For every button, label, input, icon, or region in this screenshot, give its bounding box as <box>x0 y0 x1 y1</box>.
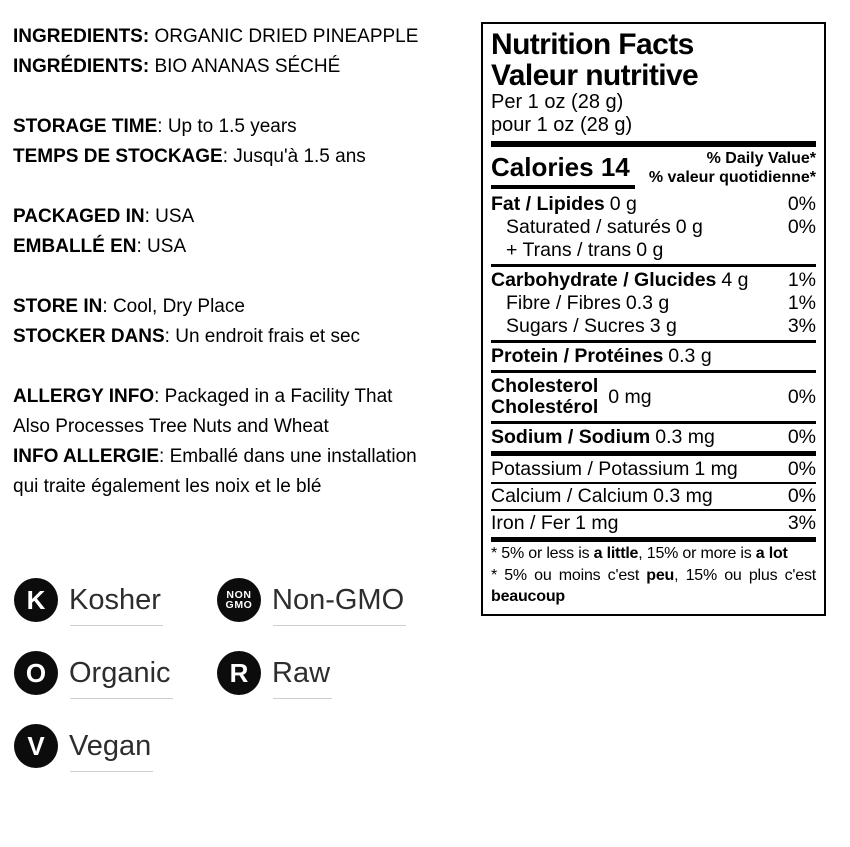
calories-row <box>491 149 816 189</box>
nutrient-name: Potassium / Potassium <box>491 458 690 480</box>
nutrient-row-trans <box>491 239 816 262</box>
info-line-ingredients-fr <box>13 52 418 82</box>
info-label: STORE IN <box>13 296 103 317</box>
nutrient-amount: 1 mg <box>694 458 738 480</box>
info-label: STOCKER DANS <box>13 326 165 347</box>
info-label: INFO ALLERGIE <box>13 446 160 467</box>
info-label: STORAGE TIME <box>13 116 158 137</box>
nutrient-pct: 1% <box>787 292 816 314</box>
nutrient-row-saturated <box>491 216 816 239</box>
daily-value-header <box>649 149 816 189</box>
footnote-text: * 5% ou moins c'est <box>491 566 647 584</box>
footnote-bold: a lot <box>755 545 788 562</box>
info-line-ingredients-en <box>13 22 418 52</box>
nutrient-row-fat <box>491 193 816 216</box>
nutrient-name <box>491 376 598 418</box>
info-text: : USA <box>136 236 187 257</box>
nutrient-row-carbohydrate <box>491 269 816 292</box>
info-line-allergy-en-1 <box>13 382 418 412</box>
info-text: : Un endroit frais et sec <box>164 326 361 347</box>
nutrient-name: Carbohydrate / Glucides <box>491 269 717 291</box>
info-label: INGREDIENTS: <box>13 26 150 47</box>
nutrient-pct: 0% <box>787 458 816 480</box>
info-text: : Up to 1.5 years <box>157 116 297 137</box>
non-gmo-icon-line1: NON <box>226 588 252 601</box>
footnote-text: , 15% or more is <box>638 545 756 562</box>
nutrient-name-en: Cholesterol <box>491 375 599 397</box>
nutrient-amount: 0.3 g <box>668 345 712 367</box>
footnote-bold: a little <box>593 545 639 562</box>
info-line-store-en <box>13 292 418 322</box>
panel-title-en: Nutrition Facts <box>491 28 694 61</box>
nutrition-facts-panel <box>481 22 826 616</box>
calories-value: Calories 14 <box>491 153 635 189</box>
nutrient-pct: 0% <box>787 193 816 215</box>
nutrient-pct: 0% <box>787 385 816 408</box>
info-text: : Cool, Dry Place <box>102 296 245 317</box>
footnote-fr <box>491 566 816 586</box>
nutrient-row-potassium <box>491 458 816 481</box>
nutrient-pct: 3% <box>787 512 816 534</box>
nutrient-amount: 0.3 mg <box>655 426 715 448</box>
divider <box>491 340 816 343</box>
divider-thick <box>491 537 816 542</box>
nutrient-row-calcium <box>491 485 816 508</box>
nutrient-name: Calcium / Calcium <box>491 485 649 507</box>
footnote-bold: peu <box>646 566 675 584</box>
footnote-en <box>491 544 816 564</box>
info-line-allergy-en-2 <box>13 412 418 442</box>
badge-kosher <box>14 578 217 622</box>
info-label: INGRÉDIENTS: <box>13 56 150 77</box>
badge-organic <box>14 651 217 695</box>
nutrient-amount: 1 mg <box>575 512 619 534</box>
daily-value-en: % Daily Value* <box>706 150 816 167</box>
info-text: qui traite également les noix et le blé <box>13 476 322 497</box>
badge-label: Kosher <box>69 584 161 616</box>
nutrient-row-sugars <box>491 315 816 338</box>
panel-title-fr: Valeur nutritive <box>491 59 699 92</box>
divider <box>491 370 816 373</box>
info-line-packaged-fr <box>13 232 418 262</box>
nutrient-name: + Trans / trans <box>506 239 632 261</box>
badge-label: Raw <box>272 657 331 689</box>
divider-thick <box>491 141 816 147</box>
badge-non-gmo <box>217 578 404 622</box>
info-line-packaged-en <box>13 202 418 232</box>
badge-label: Vegan <box>69 730 152 762</box>
info-label: PACKAGED IN <box>13 206 145 227</box>
serving-size-fr: pour 1 oz (28 g) <box>491 114 633 136</box>
nutrient-amount: 0 g <box>675 216 703 238</box>
info-line-storage-fr <box>13 142 418 172</box>
nutrient-amount: 0.3 mg <box>653 485 713 507</box>
badge-label: Organic <box>69 657 171 689</box>
info-label: ALLERGY INFO <box>13 386 155 407</box>
product-info-block <box>13 22 418 502</box>
info-line-allergy-fr-1 <box>13 442 418 472</box>
nutrient-row-iron <box>491 512 816 535</box>
divider <box>491 264 816 267</box>
info-text: ORGANIC DRIED PINEAPPLE <box>149 26 419 47</box>
info-text: : Packaged in a Facility That <box>154 386 393 407</box>
nutrient-name: Sugars / Sucres <box>506 315 645 337</box>
non-gmo-icon <box>217 578 261 622</box>
badge-raw <box>217 651 404 695</box>
info-label: EMBALLÉ EN <box>13 236 137 257</box>
footnote-text: , 15% ou plus c'est <box>674 566 816 584</box>
nutrient-row-protein <box>491 345 816 368</box>
info-text: Also Processes Tree Nuts and Wheat <box>13 416 329 437</box>
nutrient-amount: 4 g <box>721 269 749 291</box>
info-text: : Emballé dans une installation <box>159 446 417 467</box>
badge-vegan <box>14 724 217 768</box>
divider <box>491 421 816 424</box>
badge-label: Non-GMO <box>272 584 405 616</box>
footnote-fr-last: beaucoup <box>491 588 565 605</box>
info-line-allergy-fr-2 <box>13 472 418 502</box>
nutrient-row-cholesterol <box>491 375 816 419</box>
nutrient-pct: 3% <box>787 315 816 337</box>
nutrient-amount: 3 g <box>649 315 677 337</box>
info-text: : USA <box>144 206 195 227</box>
organic-icon: O <box>14 651 58 695</box>
nutrient-pct: 0% <box>787 216 816 238</box>
daily-value-fr: % valeur quotidienne* <box>648 169 816 186</box>
nutrient-amount: 0 mg <box>608 385 652 408</box>
nutrient-pct: 0% <box>787 426 816 448</box>
nutrient-name: Saturated / saturés <box>506 216 671 238</box>
kosher-icon: K <box>14 578 58 622</box>
info-text: : Jusqu'à 1.5 ans <box>222 146 366 167</box>
nutrient-amount: 0.3 g <box>625 292 670 314</box>
nutrient-name: Fat / Lipides <box>491 193 605 215</box>
nutrient-pct: 1% <box>787 269 816 291</box>
vegan-icon: V <box>14 724 58 768</box>
nutrient-name-fr: Cholestérol <box>491 396 599 418</box>
info-line-storage-en <box>13 112 418 142</box>
nutrient-name: Iron / Fer <box>491 512 571 534</box>
divider <box>491 482 816 484</box>
certification-badges <box>14 578 404 768</box>
nutrient-pct: 0% <box>787 485 816 507</box>
nutrient-name: Fibre / Fibres <box>506 292 621 314</box>
nutrient-row-fibre <box>491 292 816 315</box>
nutrient-amount: 0 g <box>609 193 637 215</box>
divider <box>491 509 816 511</box>
nutrient-name: Sodium / Sodium <box>491 426 651 448</box>
divider-thick <box>491 451 816 456</box>
info-text: BIO ANANAS SÉCHÉ <box>149 56 341 77</box>
nutrient-name: Protein / Protéines <box>491 345 664 367</box>
info-label: TEMPS DE STOCKAGE <box>13 146 223 167</box>
non-gmo-icon-line2: GMO <box>225 599 253 611</box>
nutrient-row-sodium <box>491 426 816 449</box>
nutrient-amount: 0 g <box>636 239 664 261</box>
serving-size-en: Per 1 oz (28 g) <box>491 91 624 113</box>
raw-icon: R <box>217 651 261 695</box>
info-line-store-fr <box>13 322 418 352</box>
footnote-text: * 5% or less is <box>491 545 594 562</box>
